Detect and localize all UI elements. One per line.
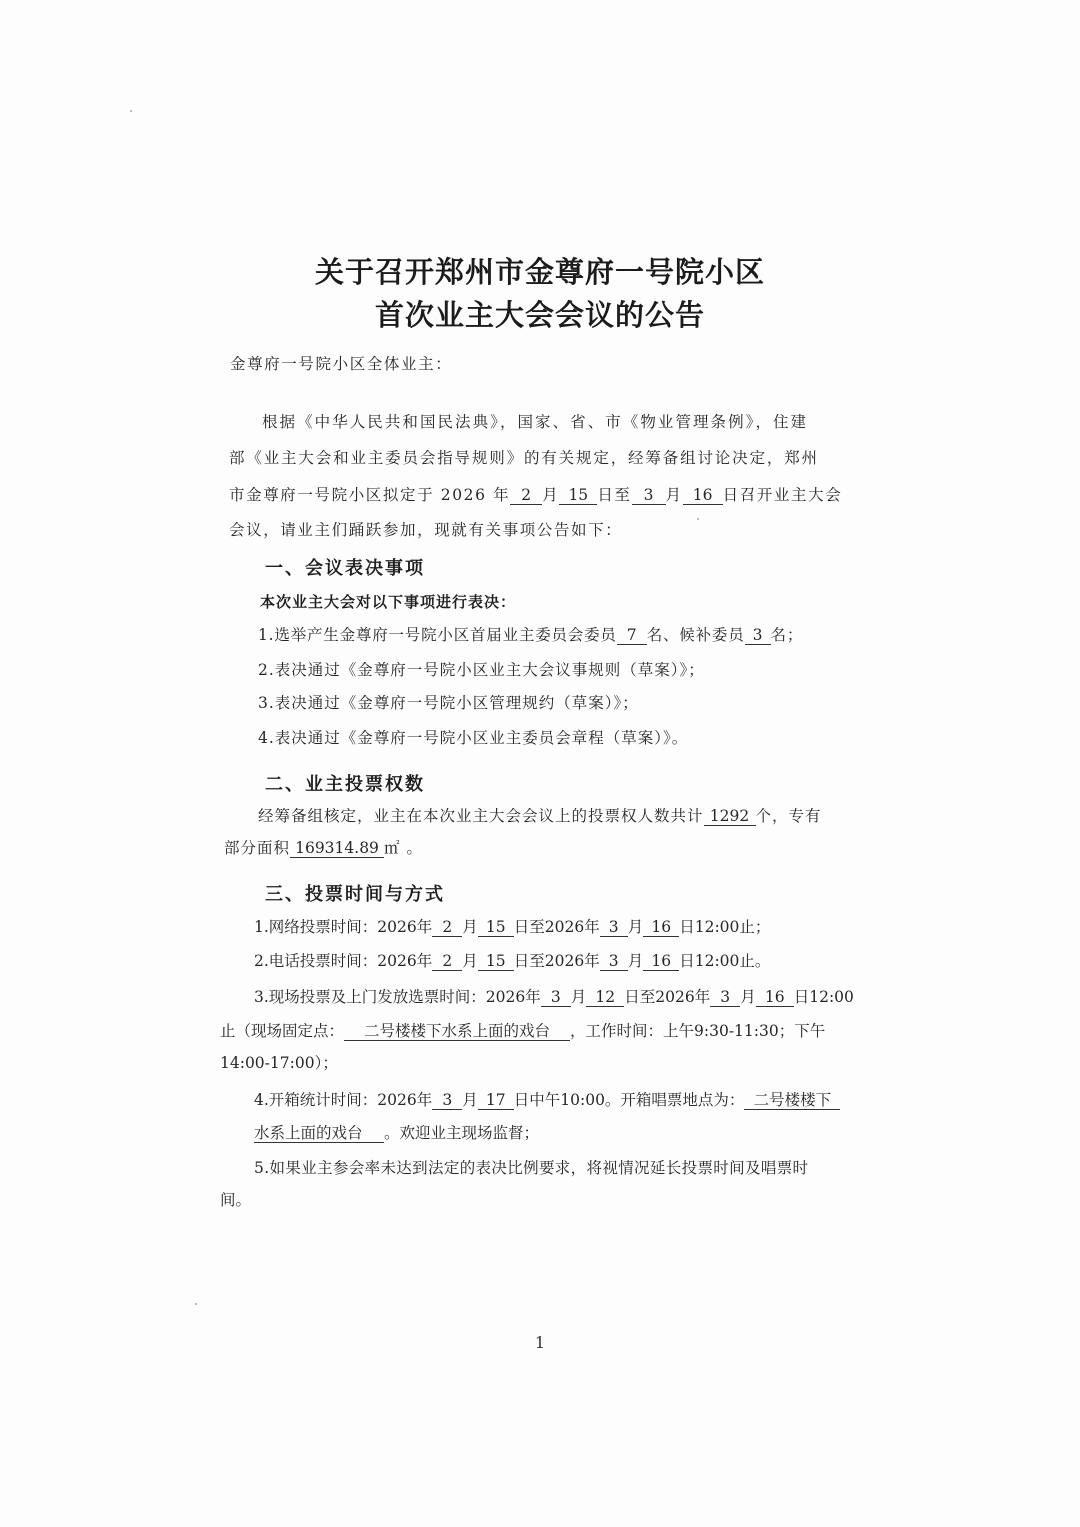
method-item-5: 5.如果业主参会率未达到法定的表决比例要求，将视情况延长投票时间及唱票时 xyxy=(254,1159,809,1177)
filled-location: 水系上面的戏台 xyxy=(254,1124,384,1143)
filled-month: 2 xyxy=(510,486,542,505)
filled-day: 16 xyxy=(643,952,679,971)
text: 2.电话投票时间：2026年 xyxy=(254,952,433,970)
filled-day: 15 xyxy=(478,918,514,937)
text: 日召开业主大会 xyxy=(722,486,843,504)
filled-day: 15 xyxy=(559,486,597,505)
section-1-subheading: 本次业主大会对以下事项进行表决： xyxy=(260,593,517,611)
text: 月 xyxy=(627,952,644,970)
text: 日12:00止； xyxy=(679,918,771,936)
text: 日12:00止。 xyxy=(679,952,771,970)
filled-day: 17 xyxy=(478,1091,514,1110)
text: 日中午10:00。开箱唱票地点为： xyxy=(513,1091,745,1109)
text: 月 xyxy=(542,486,560,504)
filled-month: 2 xyxy=(432,918,462,937)
text: 1.选举产生金尊府一号院小区首届业主委员会委员 xyxy=(258,626,617,644)
text: 日至 xyxy=(597,486,632,504)
text: 月 xyxy=(570,988,587,1006)
vote-item-3: 3.表决通过《金尊府一号院小区管理规约（草案）》； xyxy=(258,694,639,712)
vote-item-2: 2.表决通过《金尊府一号院小区业主大会议事规则（草案）》； xyxy=(258,661,705,679)
filled-voter-count: 1292 xyxy=(704,807,756,826)
filled-month: 3 xyxy=(541,988,571,1007)
method-item-3 xyxy=(254,987,854,1007)
text: 4.开箱统计时间：2026年 xyxy=(254,1091,433,1109)
filled-day: 12 xyxy=(586,988,624,1007)
text: 月 xyxy=(740,988,756,1006)
text: 1.网络投票时间：2026年 xyxy=(254,918,433,936)
method-item-4-line-2 xyxy=(254,1123,539,1143)
filled-month: 3 xyxy=(600,952,628,971)
document-title-line1: 关于召开郑州市金尊府一号院小区 xyxy=(314,255,765,289)
text: 日至2026年 xyxy=(513,952,600,970)
text: 。欢迎业主现场监督； xyxy=(384,1124,540,1142)
text: 月 xyxy=(462,952,478,970)
filled-day: 16 xyxy=(643,918,679,937)
text: 月 xyxy=(462,1091,478,1109)
text: ，工作时间：上午9:30-11:30；下午 xyxy=(570,1022,826,1040)
intro-line-1: 根据《中华人民共和国民法典》，国家、省、市《物业管理条例》，住建 xyxy=(262,413,809,431)
filled-location: 二号楼楼下 xyxy=(744,1091,840,1110)
scan-speck xyxy=(195,1303,197,1305)
text: 名、候补委员 xyxy=(646,626,745,644)
filled-day: 16 xyxy=(756,988,794,1007)
method-item-3-line-3: 14:00-17:00）； xyxy=(220,1054,338,1072)
text: 日至2026年 xyxy=(513,918,600,936)
filled-count: 3 xyxy=(745,626,771,645)
intro-line-2: 部《业主大会和业主委员会指导规则》的有关规定，经筹备组讨论决定，郑州 xyxy=(229,449,819,467)
vote-item-1 xyxy=(258,625,803,645)
text: ㎡ 。 xyxy=(384,839,423,857)
text: 部分面积 xyxy=(224,839,291,857)
filled-month: 3 xyxy=(600,918,628,937)
filled-month: 3 xyxy=(710,988,740,1007)
filled-month: 3 xyxy=(632,486,666,505)
section-1-heading: 一、会议表决事项 xyxy=(265,558,425,579)
voting-rights-line-2 xyxy=(224,838,423,858)
text: 经筹备组核定，业主在本次业主大会会议上的投票权人数共计 xyxy=(258,807,704,825)
scan-speck xyxy=(697,518,699,520)
text: 月 xyxy=(627,918,644,936)
method-item-4 xyxy=(254,1090,840,1110)
document-title-line2: 首次业主大会会议的公告 xyxy=(374,298,705,332)
text: 日至2026年 xyxy=(624,988,711,1006)
vote-item-4: 4.表决通过《金尊府一号院小区业主委员会章程（草案）》。 xyxy=(258,729,689,747)
text: 止（现场固定点： xyxy=(220,1022,345,1040)
text: 日12:00 xyxy=(793,988,854,1006)
filled-location: 二号楼楼下水系上面的戏台 xyxy=(344,1022,570,1041)
section-2-heading: 二、业主投票权数 xyxy=(265,774,425,795)
filled-day: 15 xyxy=(478,952,514,971)
method-item-5-line-2: 间。 xyxy=(220,1191,252,1209)
section-3-heading: 三、投票时间与方式 xyxy=(265,884,445,905)
filled-month: 2 xyxy=(432,952,462,971)
filled-count: 7 xyxy=(617,626,647,645)
filled-month: 3 xyxy=(432,1091,462,1110)
method-item-2 xyxy=(254,951,770,971)
text: 市金尊府一号院小区拟定于 2026 年 xyxy=(229,486,511,504)
intro-line-4: 会议，请业主们踊跃参加，现就有关事项公告如下： xyxy=(229,521,623,539)
method-item-3-line-2 xyxy=(220,1021,825,1041)
text: 月 xyxy=(665,486,683,504)
intro-line-3 xyxy=(229,485,842,505)
text: 名； xyxy=(770,626,804,644)
page-number: 1 xyxy=(534,1333,546,1352)
text: 3.现场投票及上门发放选票时间：2026年 xyxy=(254,988,541,1006)
filled-area: 169314.89 xyxy=(290,839,384,858)
text: 月 xyxy=(462,918,478,936)
filled-day: 16 xyxy=(683,486,723,505)
method-item-1 xyxy=(254,917,770,937)
text: 个，专有 xyxy=(755,807,822,825)
scan-speck xyxy=(130,110,132,112)
voting-rights-line-1 xyxy=(258,806,822,826)
salutation: 金尊府一号院小区全体业主： xyxy=(230,355,453,373)
